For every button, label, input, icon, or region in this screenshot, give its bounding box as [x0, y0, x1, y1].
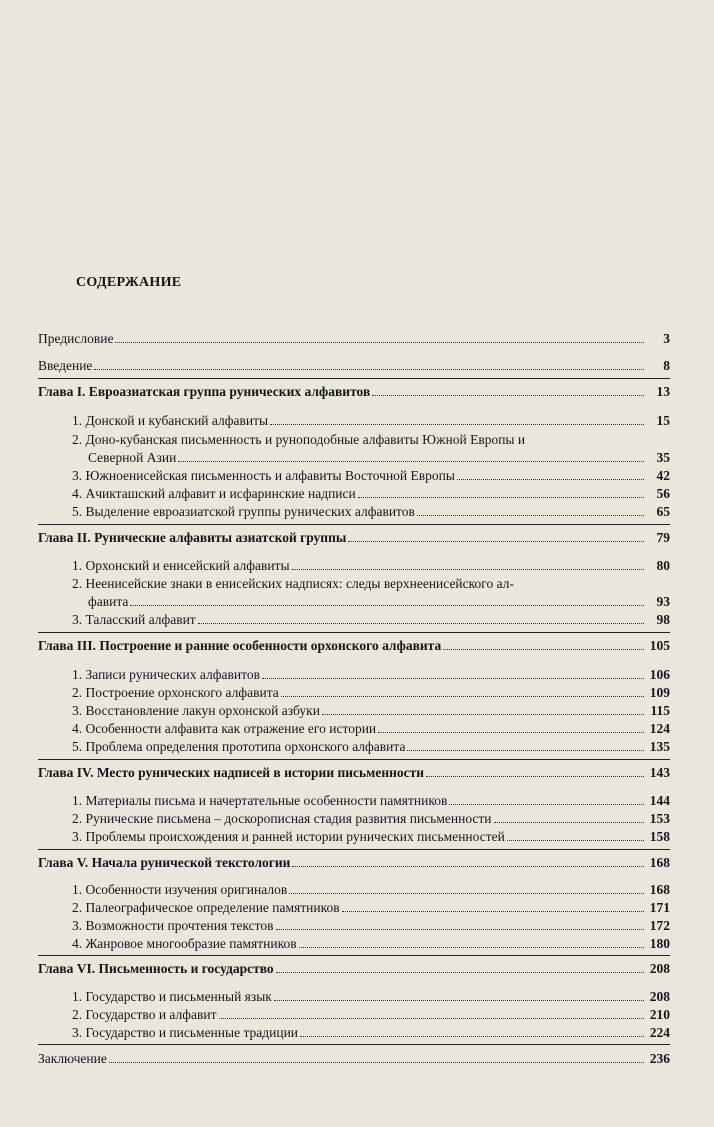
toc-entry: 1. Орхонский и енисейский алфавиты 80 — [72, 558, 670, 573]
toc-entry: 4. Жанровое многообразие памятников 180 — [72, 936, 670, 951]
toc-entry: Заключение 236 — [38, 1051, 670, 1066]
divider — [38, 632, 670, 633]
toc-entry: 1. Донской и кубанский алфавиты 15 — [72, 413, 670, 428]
toc-entry: 2. Палеографическое определение памятников 171 — [72, 900, 670, 915]
toc-entry-line: 2. Доно-кубанская письменность и руноподобные алфавиты Южной Европы и — [72, 432, 526, 447]
toc-entry: 5. Выделение евроазиатской группы рунических алфавитов 65 — [72, 504, 670, 519]
toc-chapter: Глава III. Построение и ранние особенности орхонского алфавита 105 — [38, 638, 670, 653]
toc-chapter: Глава I. Евроазиатская группа рунических алфавитов 13 — [38, 384, 670, 399]
toc-entry: 1. Особенности изучения оригиналов 168 — [72, 882, 670, 897]
toc-entry: 2. Рунические письмена – доскорописная стадия развития письменности 153 — [72, 811, 670, 826]
divider — [38, 759, 670, 760]
divider — [38, 955, 670, 956]
divider — [38, 524, 670, 525]
toc-entry: 2. Построение орхонского алфавита 109 — [72, 685, 670, 700]
toc-entry: Предисловие 3 — [38, 331, 670, 346]
toc-entry: Введение 8 — [38, 358, 670, 373]
toc-chapter: Глава IV. Место рунических надписей в истории письменности 143 — [38, 765, 670, 780]
toc-chapter: Глава II. Рунические алфавиты азиатской группы 79 — [38, 530, 670, 545]
toc-entry: 3. Возможности прочтения текстов 172 — [72, 918, 670, 933]
toc-chapter: Глава VI. Письменность и государство 208 — [38, 961, 670, 976]
divider — [38, 1044, 670, 1045]
toc-entry: 2. Государство и алфавит 210 — [72, 1007, 670, 1022]
toc-entry: 5. Проблема определения прототипа орхонского алфавита 135 — [72, 739, 670, 754]
toc-entry: 4. Ачикташский алфавит и исфаринские надписи 56 — [72, 486, 670, 501]
toc-entry: 3. Южноенисейская письменность и алфавиты Восточной Европы 42 — [72, 468, 670, 483]
divider — [38, 849, 670, 850]
toc-entry: 1. Материалы письма и начертательные особенности памятников 144 — [72, 793, 670, 808]
toc-entry: Северной Азии 35 — [88, 450, 670, 465]
toc-entry: 1. Записи рунических алфавитов 106 — [72, 667, 670, 682]
toc-entry: 1. Государство и письменный язык 208 — [72, 989, 670, 1004]
toc-entry: 3. Таласский алфавит 98 — [72, 612, 670, 627]
toc-entry: 4. Особенности алфавита как отражение его истории 124 — [72, 721, 670, 736]
toc-entry-line: 2. Неенисейские знаки в енисейских надписях: следы верхнеенисейского ал- — [72, 576, 514, 591]
divider — [38, 378, 670, 379]
toc-entry: 3. Проблемы происхождения и ранней истории рунических письменностей 158 — [72, 829, 670, 844]
toc-entry: фавита 93 — [88, 594, 670, 609]
toc-chapter: Глава V. Начала рунической текстологии 168 — [38, 855, 670, 870]
toc-entry: 3. Восстановление лакун орхонской азбуки 115 — [72, 703, 670, 718]
toc-entry: 3. Государство и письменные традиции 224 — [72, 1025, 670, 1040]
page-title: СОДЕРЖАНИЕ — [76, 275, 182, 290]
